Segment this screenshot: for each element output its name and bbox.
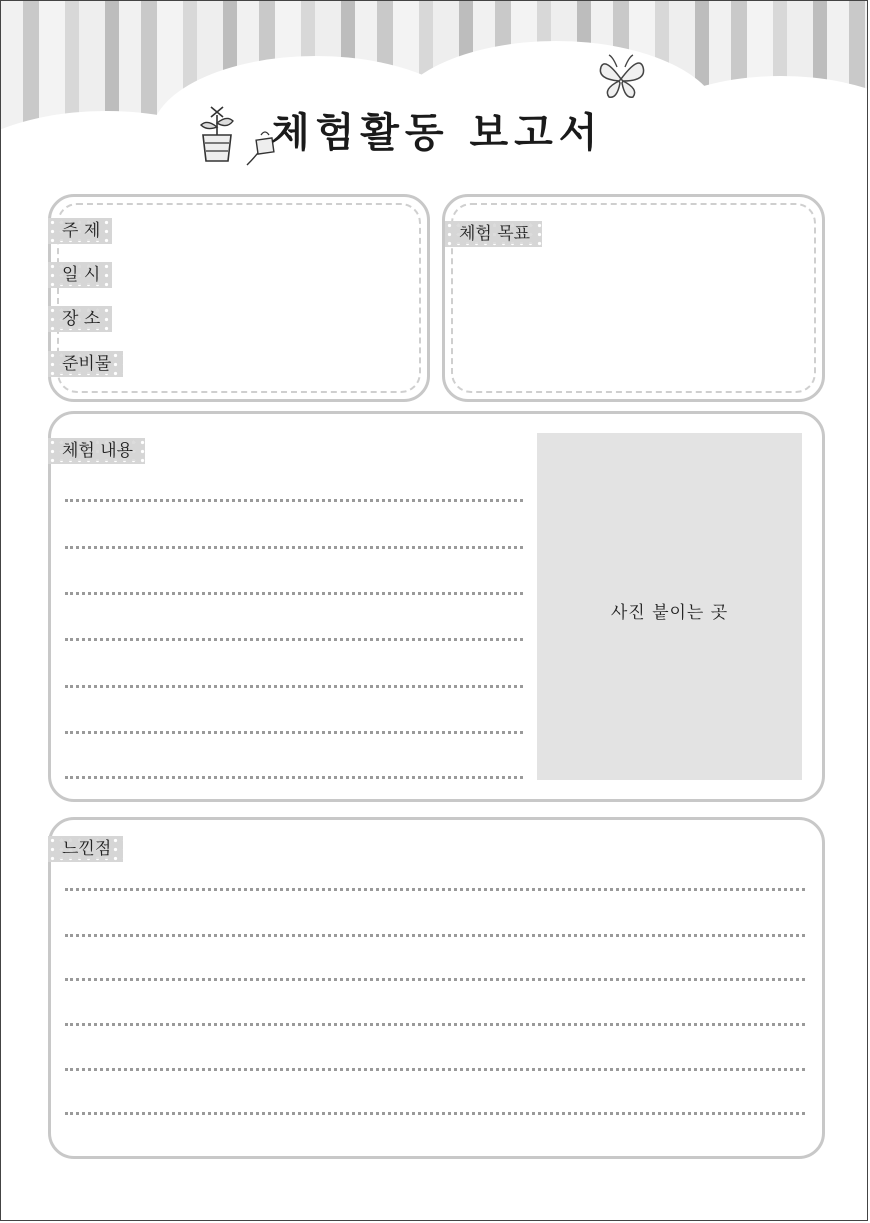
writing-line xyxy=(65,934,805,937)
writing-line xyxy=(65,731,523,734)
writing-line xyxy=(65,1112,805,1115)
place-label-text: 장 소 xyxy=(62,309,101,329)
reflection-label-text: 느낀점 xyxy=(62,839,112,859)
content-label-text: 체험 내용 xyxy=(62,441,134,461)
page-title: 체험활동 보고서 xyxy=(271,110,604,156)
writing-line xyxy=(65,978,805,981)
writing-line xyxy=(65,1023,805,1026)
photo-placeholder xyxy=(537,433,802,780)
writing-line xyxy=(65,685,523,688)
supplies-label-text: 준비물 xyxy=(62,354,112,374)
writing-line xyxy=(65,546,523,549)
goal-label xyxy=(445,221,542,247)
writing-line xyxy=(65,888,805,891)
reflection-label xyxy=(48,836,123,862)
flowerpot-icon xyxy=(193,101,241,163)
writing-line xyxy=(65,592,523,595)
supplies-label xyxy=(48,351,123,377)
writing-line xyxy=(65,776,523,779)
butterfly-icon xyxy=(595,53,647,103)
reflection-box xyxy=(48,817,825,1159)
writing-line xyxy=(65,499,523,502)
writing-line xyxy=(65,638,523,641)
content-label xyxy=(48,438,145,464)
date-label-text: 일 시 xyxy=(62,265,101,285)
place-label xyxy=(48,306,112,332)
writing-line xyxy=(65,1068,805,1071)
photo-placeholder-label: 사진 붙이는 곳 xyxy=(610,603,729,623)
goal-label-text: 체험 목표 xyxy=(459,224,531,244)
topic-label-text: 주 제 xyxy=(62,221,101,241)
topic-label xyxy=(48,218,112,244)
date-label xyxy=(48,262,112,288)
